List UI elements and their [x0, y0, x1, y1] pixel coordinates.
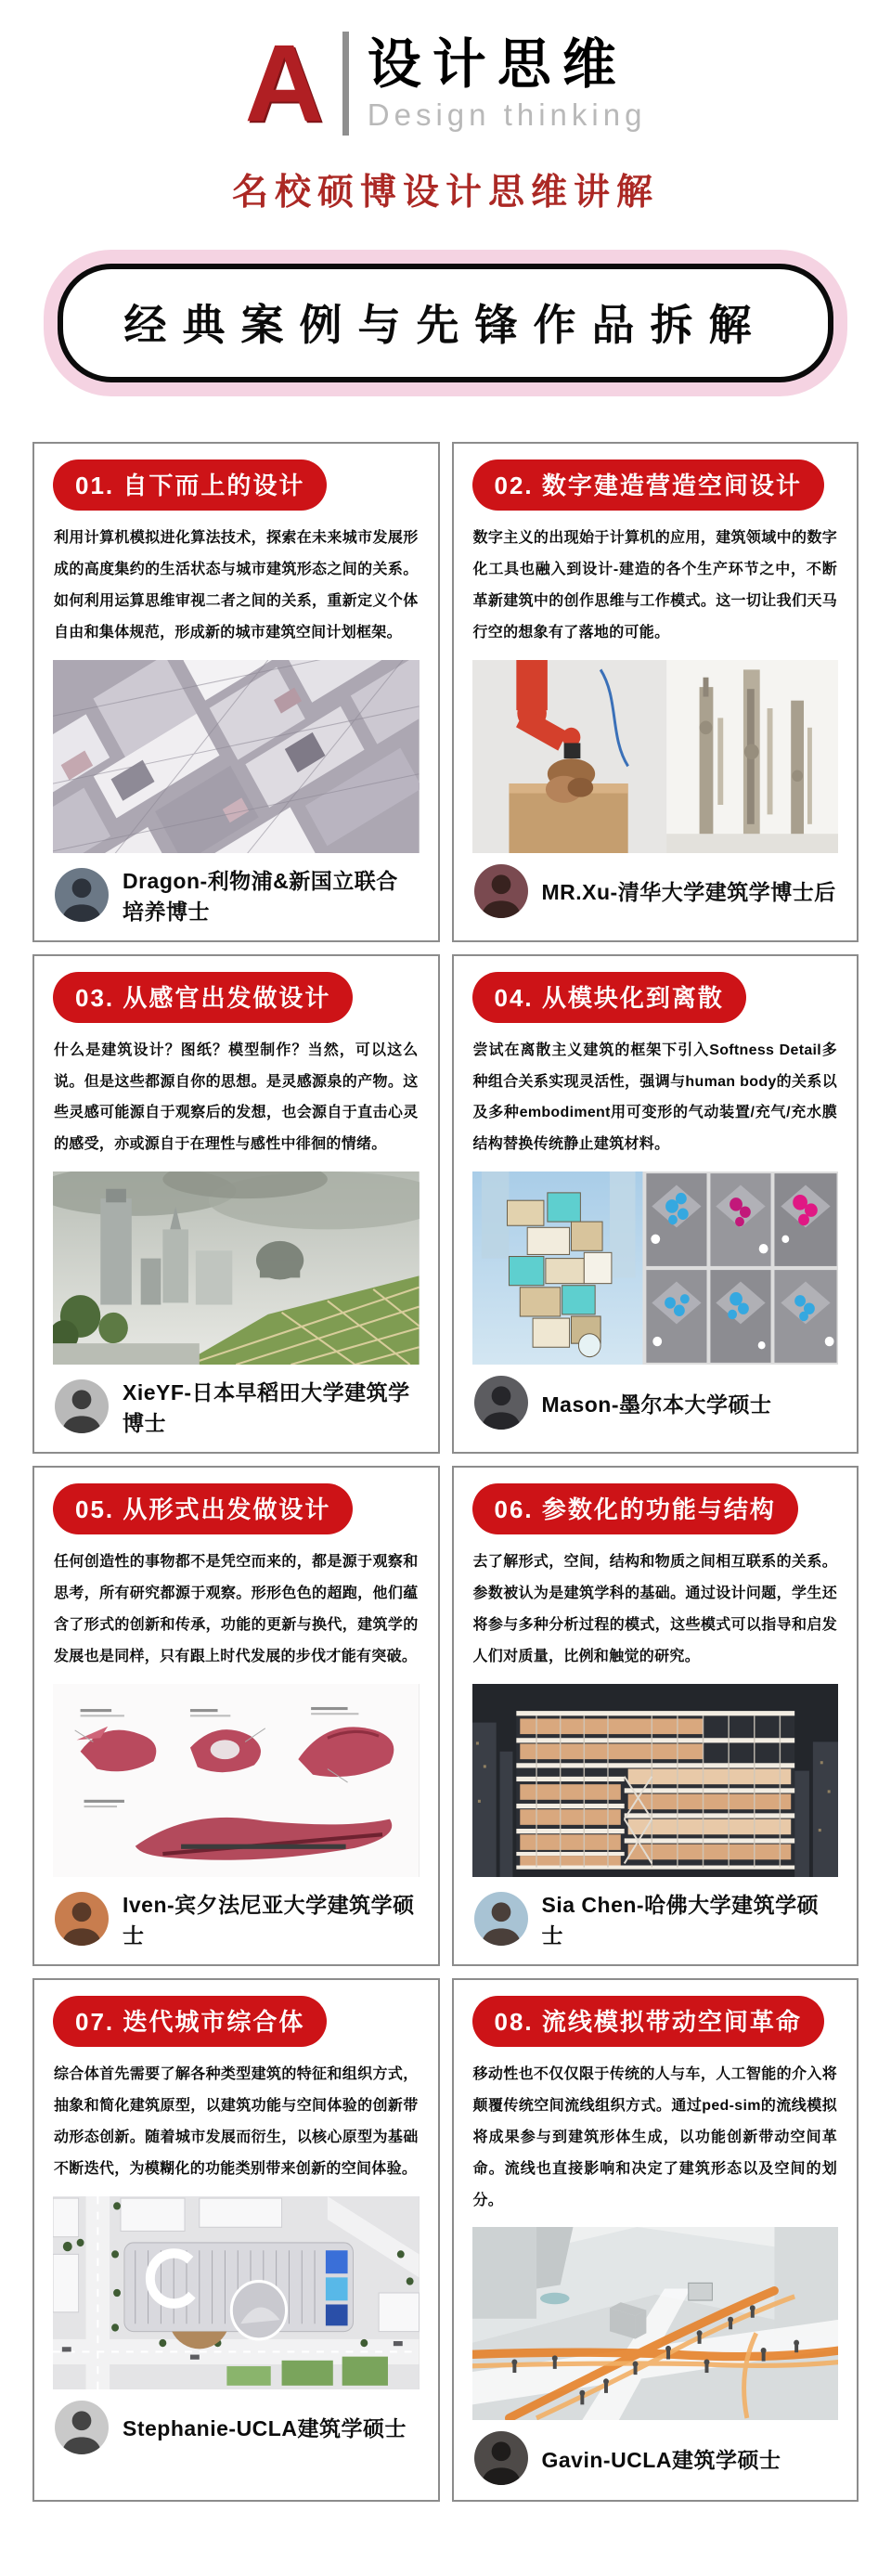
instructor-photo-icon — [55, 868, 109, 922]
logo — [0, 21, 891, 145]
avatar — [55, 1892, 109, 1946]
instructor-name: Stephanie-UCLA建筑学硕士 — [123, 2416, 407, 2440]
instructor-name: XieYF-日本早稻田大学建筑学博士 — [123, 1380, 410, 1436]
card-02 — [452, 442, 859, 942]
instructor-photo-icon — [55, 1379, 109, 1433]
card-06-footer — [472, 1877, 839, 1964]
instructor-photo-icon — [474, 2431, 528, 2485]
avatar — [474, 1892, 528, 1946]
red-supercar-diagrams-image — [53, 1684, 420, 1877]
card-04-image — [472, 1171, 839, 1365]
card-04-body-text: 尝试在离散主义建筑的框架下引入Softness Detail多种组合关系实现灵活性，强调与human body的关系以及多种embodiment用可变形的气动装置/充气/充水膜结构替换传统静止建筑材料。 — [472, 1042, 837, 1153]
card-07-title-pill: 07. 迭代城市综合体 — [53, 1996, 327, 2047]
banner-wrap — [58, 264, 833, 382]
card-03-body-text: 什么是建筑设计？图纸？模型制作？当然，可以这么说。但是这些都源自你的思想。是灵感源泉的产物。这些灵感可能源自于观察后的发想，也会源自于直击心灵的感受，亦或源自于在理性与感性中徘徊的情绪。 — [54, 1042, 419, 1153]
card-02-footer — [472, 853, 839, 933]
card-08-footer — [472, 2420, 839, 2500]
instructor-name: Mason-墨尔本大学硕士 — [541, 1392, 772, 1417]
logo-subtitle-en: Design thinking — [367, 97, 647, 133]
card-05-footer — [53, 1877, 420, 1964]
card-08-title-pill: 08. 流线模拟带动空间革命 — [472, 1996, 824, 2047]
instructor-name: Gavin-UCLA建筑学硕士 — [541, 2447, 781, 2472]
card-03 — [32, 954, 440, 1455]
card-06-title-pill: 06. 参数化的功能与结构 — [472, 1483, 798, 1534]
card-07-image — [53, 2196, 420, 2389]
instructor-photo-icon — [474, 1376, 528, 1430]
card-04 — [452, 954, 859, 1455]
instructor-name: MR.Xu-清华大学建筑学博士后 — [541, 880, 836, 905]
card-01 — [32, 442, 440, 942]
card-06-image — [472, 1684, 839, 1877]
card-05 — [32, 1466, 440, 1966]
card-05-title-pill: 05. 从形式出发做设计 — [53, 1483, 353, 1534]
instructor-photo-icon — [55, 1892, 109, 1946]
avatar — [474, 864, 528, 918]
card-08 — [452, 1978, 859, 2503]
card-08-image — [472, 2227, 839, 2420]
modular-discrete-grid-image — [472, 1171, 839, 1365]
night-building-image — [472, 1684, 839, 1877]
gray-axonometric-city-image — [53, 660, 420, 853]
tagline: 名校硕博设计思维讲解 — [231, 173, 659, 213]
avatar — [55, 2401, 109, 2454]
instructor-name: Dragon-利物浦&新国立联合培养博士 — [123, 868, 398, 924]
avatar — [474, 2431, 528, 2485]
instructor-name: Sia Chen-哈佛大学建筑学硕士 — [541, 1892, 820, 1948]
card-01-title-pill: 01. 自下而上的设计 — [53, 460, 327, 511]
logo-letter-a: A — [244, 21, 324, 145]
avatar — [474, 1376, 528, 1430]
instructor-name: Iven-宾夕法尼亚大学建筑学硕士 — [123, 1892, 415, 1948]
avatar — [55, 1379, 109, 1433]
card-01-footer — [53, 853, 420, 940]
banner-title: 经典案例与先锋作品拆解 — [58, 264, 833, 382]
logo-text — [368, 34, 647, 134]
logo-divider — [342, 32, 349, 136]
card-03-image — [53, 1171, 420, 1365]
card-06 — [452, 1466, 859, 1966]
header — [0, 0, 891, 215]
instructor-photo-icon — [474, 864, 528, 918]
pedestrian-flow-simulation-image — [472, 2227, 839, 2420]
card-02-title-pill: 02. 数字建造营造空间设计 — [472, 460, 824, 511]
card-01-body-text: 利用计算机模拟进化算法技术，探索在未来城市发展形成的高度集约的生活状态与城市建筑形态之间的关系。如何利用运算思维审视二者之间的关系，重新定义个体自由和集体规范，形成新的城市建筑空间计划框架。 — [54, 530, 419, 641]
instructor-photo-icon — [474, 1892, 528, 1946]
card-04-footer — [472, 1365, 839, 1444]
card-04-title-pill: 04. 从模块化到离散 — [472, 972, 746, 1023]
avatar — [55, 868, 109, 922]
cards-grid — [32, 442, 859, 2502]
card-08-body-text: 移动性也不仅仅限于传统的人与车，人工智能的介入将颠覆传统空间流线组织方式。通过ped-sim的流线模拟将成果参与到建筑形体生成，以功能创新带动空间革命。流线也直接影响和决定了建筑形态以及空间的划分。 — [472, 2065, 837, 2208]
urban-complex-aerial-image — [53, 2196, 420, 2389]
card-07-footer — [53, 2389, 420, 2469]
card-07-body-text: 综合体首先需要了解各种类型建筑的特征和组织方式，抽象和简化建筑原型，以建筑功能与空间体验的创新带动形态创新。随着城市发展而衍生，以核心原型为基础不断迭代，为模糊化的功能类别带来创新的空间体验。 — [54, 2065, 419, 2177]
card-03-footer — [53, 1365, 420, 1452]
card-02-body-text: 数字主义的出现始于计算机的应用，建筑领域中的数字化工具也融入到设计-建造的各个生产环节之中，不断革新建筑中的创作思维与工作模式。这一切让我们天马行空的想象有了落地的可能。 — [472, 530, 837, 641]
card-03-title-pill: 03. 从感官出发做设计 — [53, 972, 353, 1023]
card-06-body-text: 去了解形式，空间，结构和物质之间相互联系的关系。参数被认为是建筑学科的基础。通过设计问题，学生还将参与多种分析过程的模式，这些模式可以指导和启发人们对质量，比例和触觉的研究。 — [472, 1554, 837, 1664]
logo-title-cn: 设计思维 — [367, 33, 627, 95]
card-05-body-text: 任何创造性的事物都不是凭空而来的，都是源于观察和思考，所有研究都源于观察。形形色色的超跑，他们蕴含了形式的创新和传承，功能的更新与换代，建筑学的发展也是同样，只有跟上时代发展的步伐才能有突破。 — [54, 1554, 419, 1664]
card-02-image — [472, 660, 839, 853]
card-01-image — [53, 660, 420, 853]
instructor-photo-icon — [55, 2401, 109, 2454]
robot-arm-printed-columns-image — [472, 660, 839, 853]
skyline-green-hill-image — [53, 1171, 420, 1365]
card-05-image — [53, 1684, 420, 1877]
card-07 — [32, 1978, 440, 2503]
